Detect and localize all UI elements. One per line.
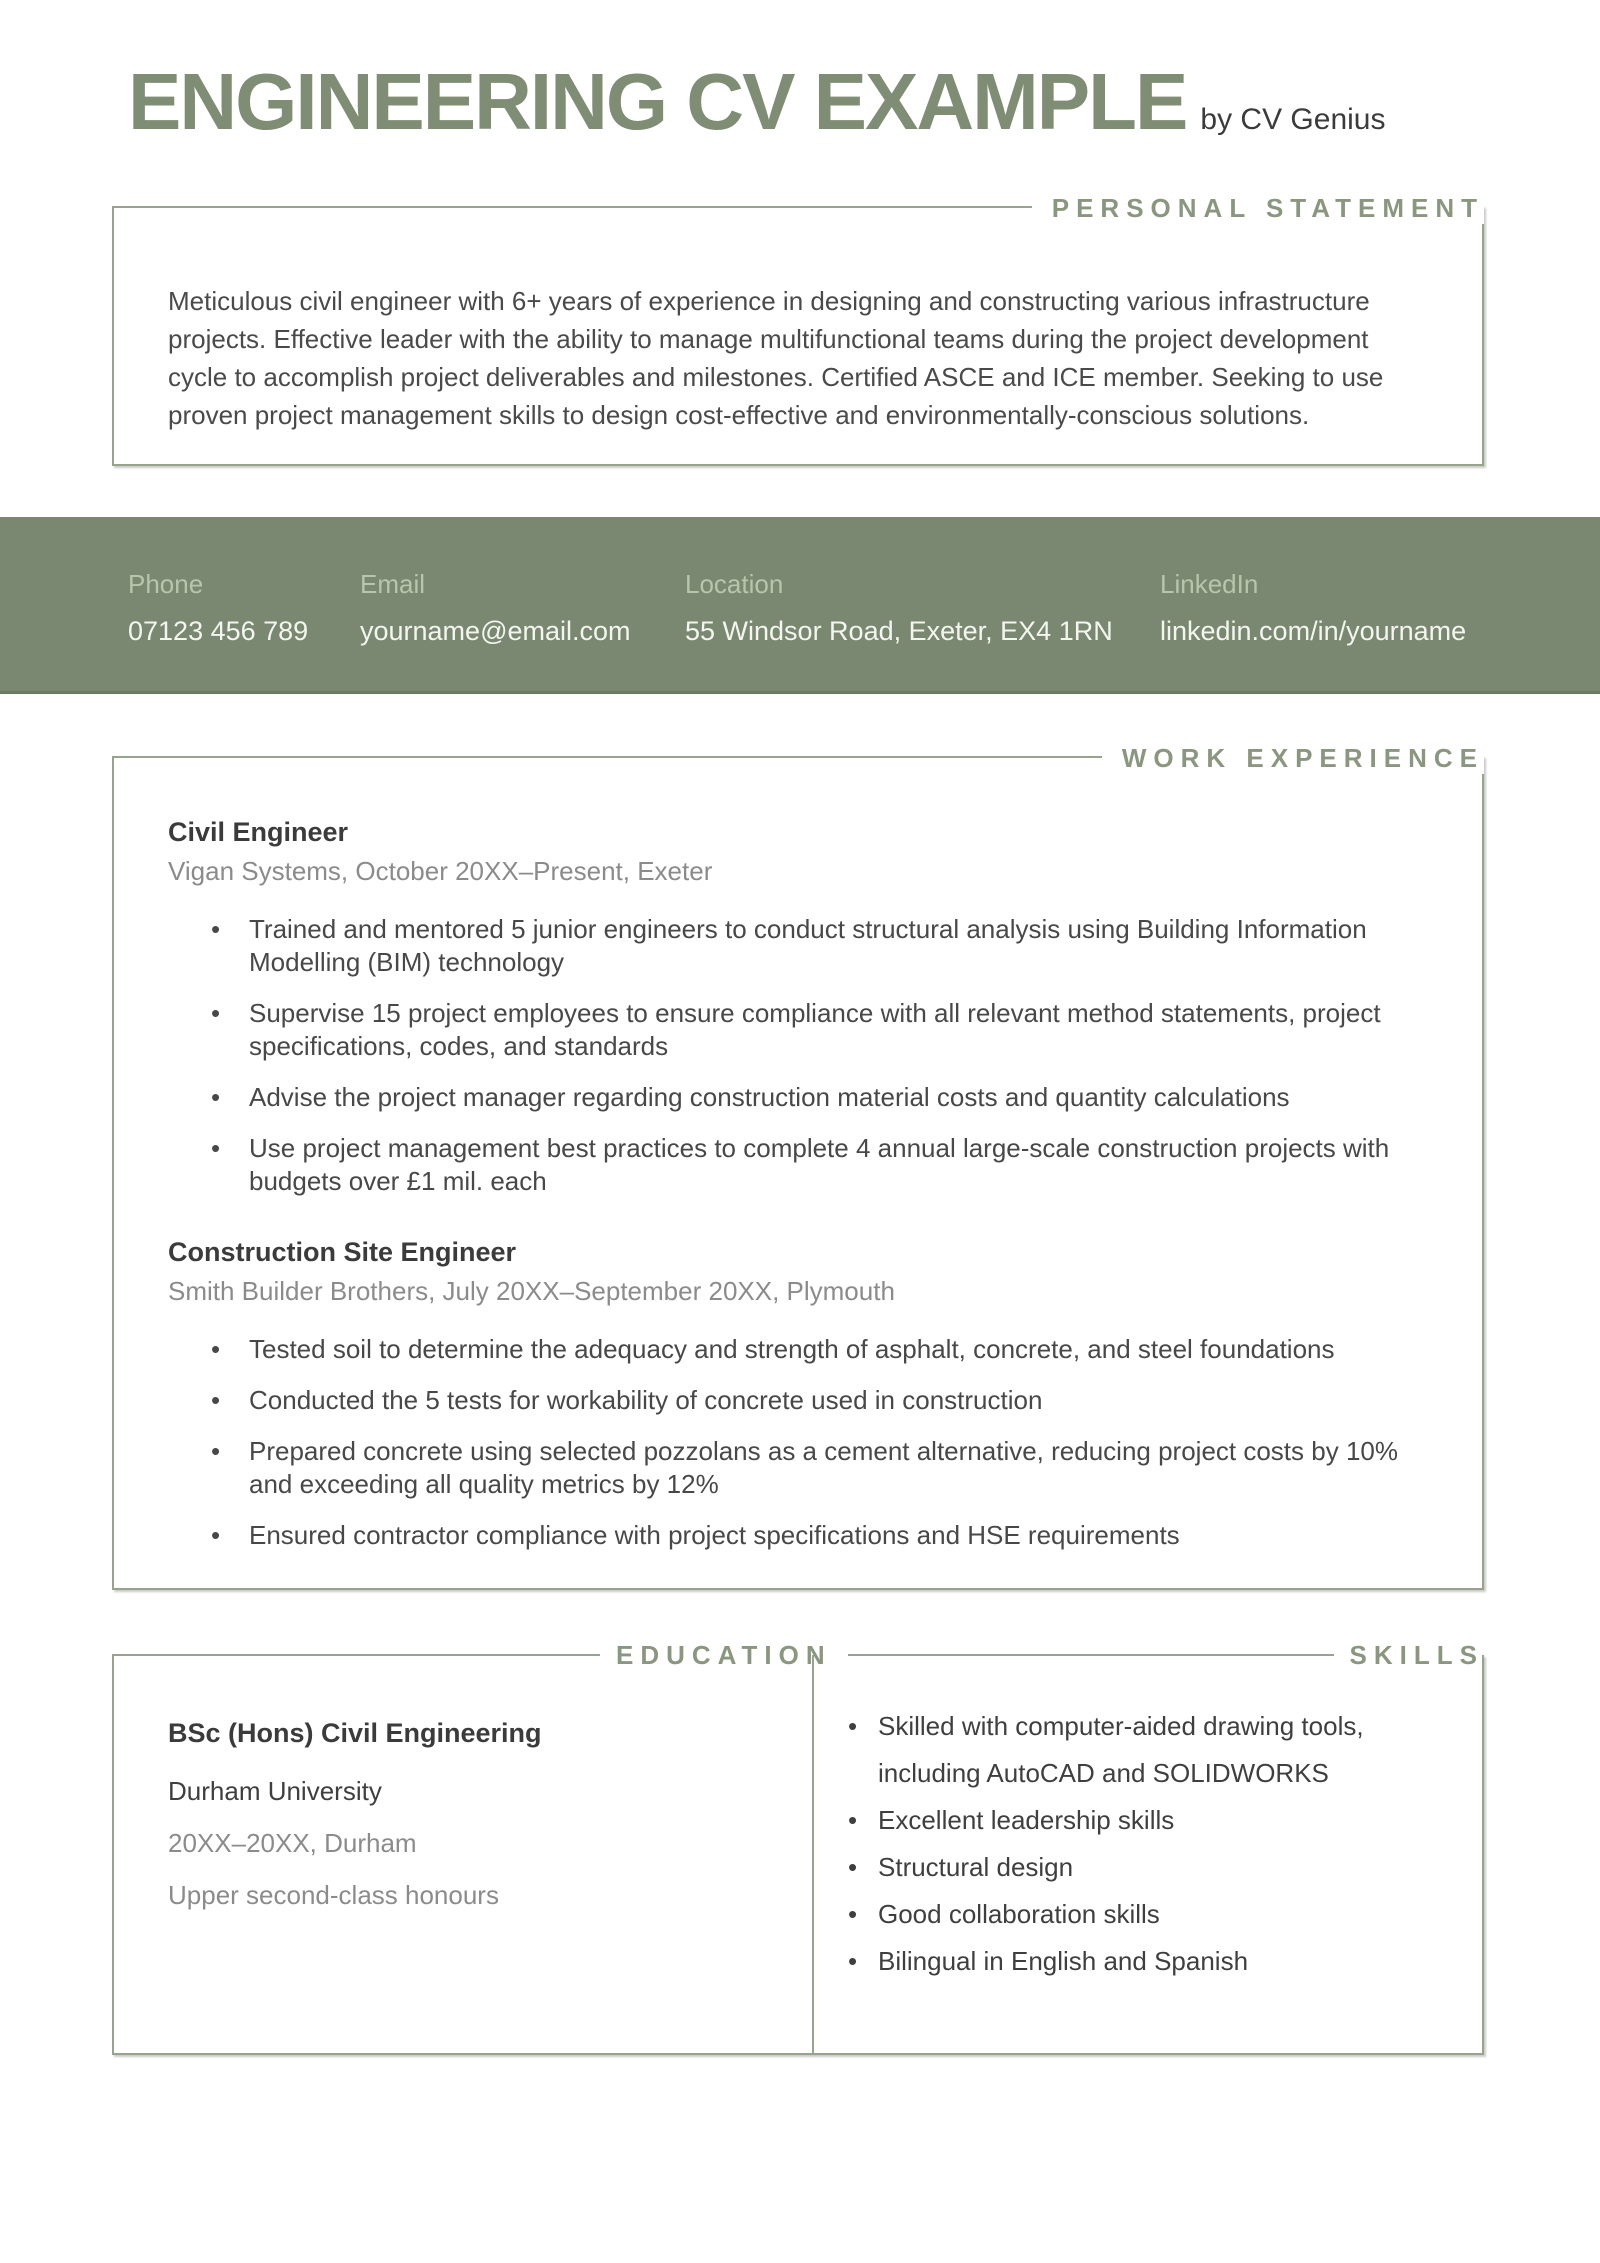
job-meta: Smith Builder Brothers, July 20XX–September 20XX, Plymouth	[168, 1276, 895, 1306]
linkedin-value: linkedin.com/in/yourname	[1160, 616, 1467, 646]
education-honours: Upper second-class honours	[168, 1880, 499, 1910]
email-value: yourname@email.com	[360, 616, 631, 646]
header-line	[112, 1654, 600, 1656]
contact-label: LinkedIn	[1160, 569, 1259, 599]
contact-item-linkedin	[1160, 569, 1466, 691]
bullet-item: • Tested soil to determine the adequacy and strength of asphalt, concrete, and steel foundations	[249, 1333, 1420, 1366]
skill-item: • Skilled with computer-aided drawing tools, including AutoCAD and SOLIDWORKS	[848, 1703, 1452, 1797]
job-civil-engineer	[168, 816, 1420, 1198]
education-skills-section	[112, 1640, 1484, 2055]
work-experience-section	[112, 743, 1484, 1590]
education-dates: 20XX–20XX, Durham	[168, 1828, 417, 1858]
page-title: ENGINEERING CV EXAMPLE	[128, 57, 1187, 146]
work-experience-heading: WORK EXPERIENCE	[1102, 742, 1484, 774]
education-skills-columns	[114, 1655, 1482, 2053]
bullet-item: • Use project management best practices to complete 4 annual large-scale construction projects with budgets over £1 mil. each	[249, 1132, 1420, 1198]
education-column	[114, 1655, 814, 2053]
contact-item-email	[360, 569, 685, 691]
job-construction-site-engineer	[168, 1236, 1420, 1552]
contact-item-phone	[128, 569, 360, 691]
contact-label: Phone	[128, 569, 204, 599]
skill-item: • Good collaboration skills	[848, 1891, 1452, 1938]
bullet-item: • Trained and mentored 5 junior engineers to conduct structural analysis using Building Information Modelling (BIM) technology	[249, 913, 1420, 979]
bullet-item: • Ensured contractor compliance with project specifications and HSE requirements	[249, 1519, 1420, 1552]
bullet-item: • Conducted the 5 tests for workability of concrete used in construction	[249, 1384, 1420, 1417]
bullet-item: • Supervise 15 project employees to ensure compliance with all relevant method statements, project specifications, codes, and standards	[249, 997, 1420, 1063]
location-value: 55 Windsor Road, Exeter, EX4 1RN	[685, 616, 1113, 646]
work-experience-content	[114, 758, 1482, 1588]
page-header	[0, 0, 1600, 148]
contact-band	[0, 517, 1600, 694]
phone-value: 07123 456 789	[128, 616, 309, 646]
job-bullets	[168, 1333, 1420, 1552]
skill-item: • Structural design	[848, 1844, 1452, 1891]
header-line	[848, 1654, 1334, 1656]
bullet-item: • Advise the project manager regarding construction material costs and quantity calculations	[249, 1081, 1420, 1114]
byline: by CV Genius	[1200, 103, 1386, 136]
personal-statement-heading: PERSONAL STATEMENT	[1032, 192, 1484, 224]
skill-item: • Bilingual in English and Spanish	[848, 1938, 1452, 1985]
education-heading: EDUCATION	[616, 1640, 832, 1670]
personal-statement-box	[112, 193, 1484, 466]
education-skills-box	[112, 1640, 1484, 2055]
skills-column	[814, 1655, 1482, 2053]
education-skills-header	[112, 1639, 1484, 1671]
personal-statement-text: Meticulous civil engineer with 6+ years of experience in designing and constructing various infrastructure projects. Effective leader with the ability to manage multifunctional teams during the project development cycle to accomplish project deliverables and milestones. Certified ASCE and ICE member. Seeking to use proven project management skills to design cost-effective and environmentally-conscious solutions.	[168, 286, 1384, 430]
work-experience-box	[112, 743, 1484, 1590]
job-title: Construction Site Engineer	[168, 1237, 517, 1267]
school: Durham University	[168, 1776, 382, 1806]
job-bullets	[168, 913, 1420, 1198]
bullet-item: • Prepared concrete using selected pozzolans as a cement alternative, reducing project costs by 10% and exceeding all quality metrics by 12%	[249, 1435, 1420, 1501]
skill-item: • Excellent leadership skills	[848, 1797, 1452, 1844]
degree: BSc (Hons) Civil Engineering	[168, 1718, 542, 1748]
contact-label: Email	[360, 569, 426, 599]
personal-statement-section	[112, 193, 1484, 466]
contact-label: Location	[685, 569, 784, 599]
contact-item-location	[685, 569, 1160, 691]
job-title: Civil Engineer	[168, 817, 349, 847]
skills-list	[848, 1703, 1452, 1985]
skills-heading: SKILLS	[1349, 1640, 1484, 1670]
job-meta: Vigan Systems, October 20XX–Present, Exeter	[168, 856, 713, 886]
